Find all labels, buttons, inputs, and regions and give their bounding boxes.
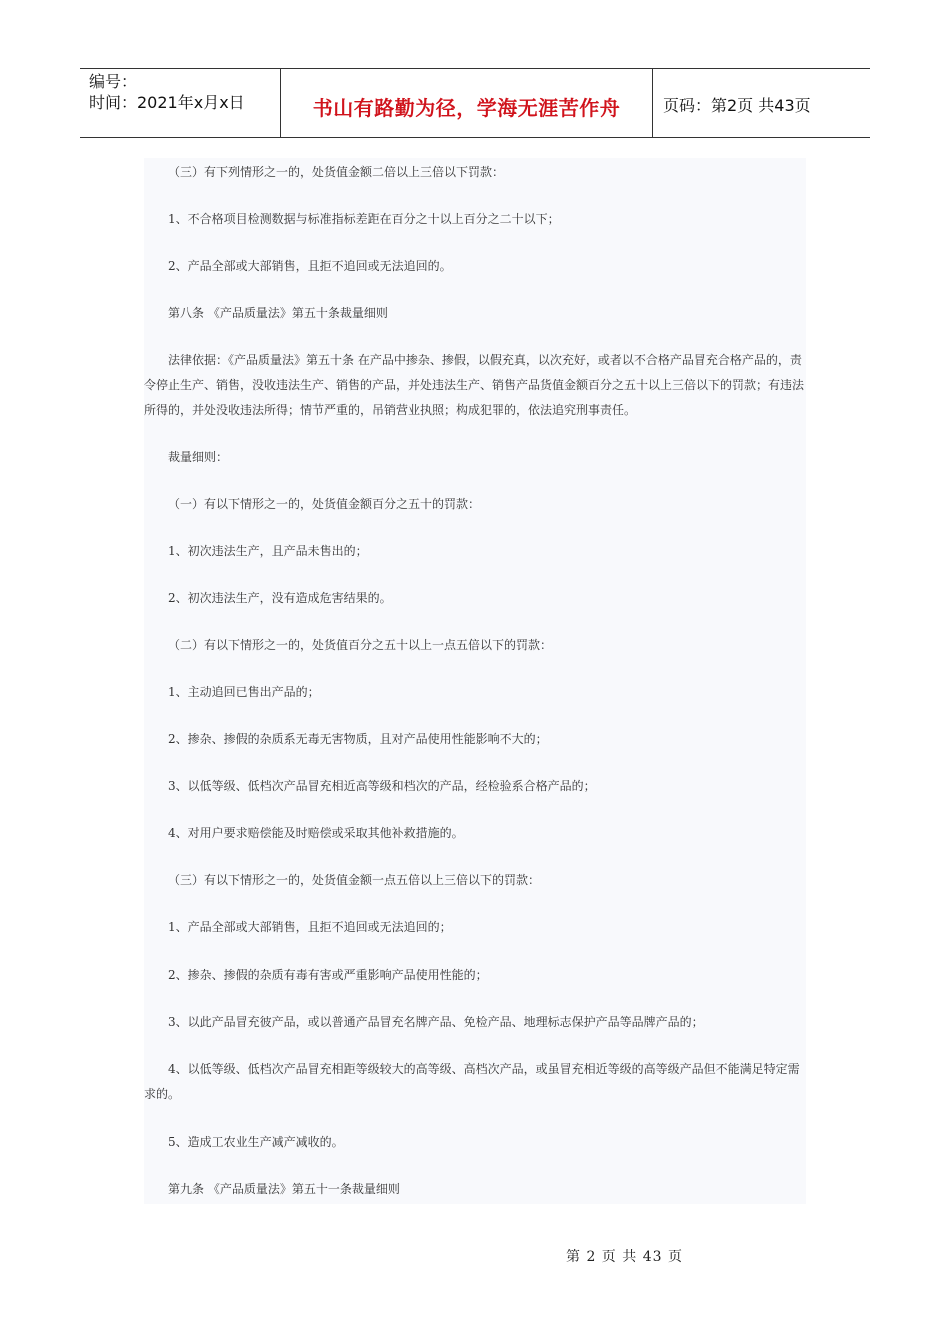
paragraph: 裁量细则：: [168, 450, 229, 464]
paragraph: 1、初次违法生产，且产品未售出的；: [168, 544, 368, 558]
paragraph: 1、产品全部或大部销售，且拒不追回或无法追回的；: [168, 920, 452, 934]
paragraph: （二）有以下情形之一的，处货值百分之五十以上一点五倍以下的罚款：: [168, 638, 553, 652]
paragraph: （三）有下列情形之一的，处货值金额二倍以上三倍以下罚款：: [168, 165, 505, 179]
paragraph: 3、以低等级、低档次产品冒充相近高等级和档次的产品，经检验系合格产品的；: [168, 779, 596, 793]
header-page-label: 页码：第2页 共43页: [663, 95, 811, 115]
paragraph: 2、初次违法生产，没有造成危害结果的。: [168, 591, 392, 605]
page-header: [80, 68, 870, 138]
paragraph: 2、产品全部或大部销售，且拒不追回或无法追回的。: [168, 259, 452, 273]
paragraph: 1、不合格项目检测数据与标准指标差距在百分之十以上百分之二十以下；: [168, 212, 560, 226]
paragraph: 5、造成工农业生产减产减收的。: [168, 1135, 344, 1149]
document-time-label: 时间：2021年x月x日: [89, 93, 245, 112]
paragraph: 3、以此产品冒充彼产品，或以普通产品冒充名牌产品、免检产品、地理标志保护产品等品牌产品的；: [168, 1015, 704, 1029]
document-number-label: 编号：: [89, 72, 138, 91]
paragraph: 2、掺杂、掺假的杂质有毒有害或严重影响产品使用性能的；: [168, 968, 488, 982]
paragraph: 2、掺杂、掺假的杂质系无毒无害物质，且对产品使用性能影响不大的；: [168, 732, 548, 746]
paragraph: 4、以低等级、低档次产品冒充相距等级较大的高等级、高档次产品，或虽冒充相近等级的高等级产品但不能满足特定需求的。: [144, 1062, 800, 1101]
paragraph: （三）有以下情形之一的，处货值金额一点五倍以上三倍以下的罚款：: [168, 873, 541, 887]
paragraph: 4、对用户要求赔偿能及时赔偿或采取其他补救措施的。: [168, 826, 464, 840]
section-heading: 第九条 《产品质量法》第五十一条裁量细则: [168, 1182, 400, 1196]
page-footer: 第 2 页 共 43 页: [566, 1249, 683, 1265]
header-meta: [80, 69, 281, 137]
paragraph: 1、主动追回已售出产品的；: [168, 685, 320, 699]
section-heading: 第八条 《产品质量法》第五十条裁量细则: [168, 306, 388, 320]
paragraph: （一）有以下情形之一的，处货值金额百分之五十的罚款：: [168, 497, 481, 511]
header-motto: 书山有路勤为径，学海无涯苦作舟: [281, 69, 653, 137]
paragraph: 法律依据：《产品质量法》第五十条 在产品中掺杂、掺假，以假充真，以次充好，或者以不合格产品冒充合格产品的，责令停止生产、销售，没收违法生产、销售的产品，并处违法生产、销售产品货值金额百分之五十以上三倍以下的罚款；有违法所得的，并处没收违法所得；情节严重的，吊销营业执照；构成犯罪的，依法追究刑事责任。: [144, 353, 805, 417]
document-body: [144, 158, 806, 1204]
